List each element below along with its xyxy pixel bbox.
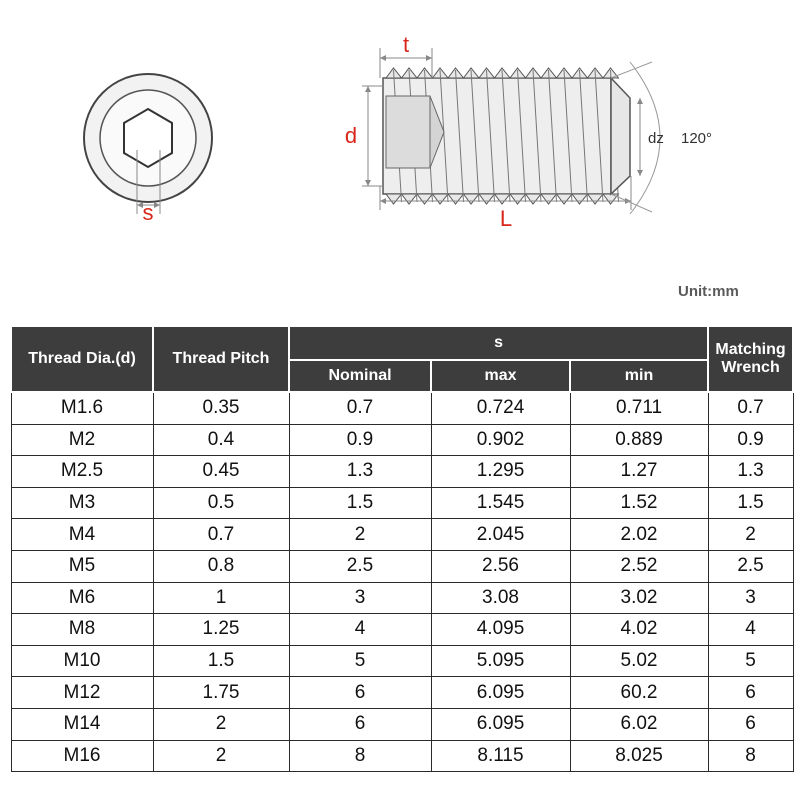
- cell-thread-dia: M6: [11, 582, 153, 614]
- header-matching-wrench: Matching Wrench: [708, 326, 793, 392]
- cell-min: 8.025: [570, 740, 708, 772]
- label-s: s: [142, 200, 154, 225]
- cell-min: 2.02: [570, 519, 708, 551]
- cell-max: 3.08: [431, 582, 570, 614]
- cell-wrench: 0.7: [708, 392, 793, 424]
- thread-crests-bottom: [386, 194, 619, 204]
- cell-thread-pitch: 0.5: [153, 487, 289, 519]
- screw-end-view: [84, 74, 212, 214]
- cell-nominal: 1.3: [289, 456, 431, 488]
- header-thread-dia: Thread Dia.(d): [11, 326, 153, 392]
- cell-max: 6.095: [431, 677, 570, 709]
- cell-thread-pitch: 0.7: [153, 519, 289, 551]
- table-row: [11, 740, 793, 772]
- cell-thread-dia: M2.5: [11, 456, 153, 488]
- table-row: [11, 519, 793, 551]
- table-row: [11, 677, 793, 709]
- cell-min: 1.27: [570, 456, 708, 488]
- hex-socket-icon: [124, 109, 172, 167]
- table-row: [11, 645, 793, 677]
- header-s-group: s: [289, 326, 708, 360]
- cell-thread-pitch: 1.75: [153, 677, 289, 709]
- cell-wrench: 4: [708, 614, 793, 646]
- screw-side-view: [362, 48, 660, 214]
- cell-wrench: 6: [708, 708, 793, 740]
- cell-thread-dia: M10: [11, 645, 153, 677]
- cell-nominal: 3: [289, 582, 431, 614]
- cell-max: 0.724: [431, 392, 570, 424]
- cell-max: 5.095: [431, 645, 570, 677]
- cell-thread-pitch: 0.4: [153, 424, 289, 456]
- cell-wrench: 2.5: [708, 550, 793, 582]
- cell-min: 3.02: [570, 582, 708, 614]
- cell-min: 4.02: [570, 614, 708, 646]
- cell-thread-pitch: 2: [153, 740, 289, 772]
- label-t: t: [402, 32, 410, 57]
- cell-min: 1.52: [570, 487, 708, 519]
- cell-wrench: 6: [708, 677, 793, 709]
- cell-thread-dia: M8: [11, 614, 153, 646]
- cell-thread-dia: M14: [11, 708, 153, 740]
- table-row: [11, 487, 793, 519]
- cell-nominal: 6: [289, 677, 431, 709]
- cell-thread-pitch: 1.5: [153, 645, 289, 677]
- label-dz: dz: [648, 130, 664, 147]
- table-row: [11, 708, 793, 740]
- cell-nominal: 1.5: [289, 487, 431, 519]
- cell-thread-pitch: 1: [153, 582, 289, 614]
- table-row: [11, 392, 793, 424]
- cell-thread-dia: M5: [11, 550, 153, 582]
- cell-min: 6.02: [570, 708, 708, 740]
- cell-wrench: 3: [708, 582, 793, 614]
- label-angle: 120°: [681, 130, 713, 147]
- cell-thread-pitch: 0.35: [153, 392, 289, 424]
- table-row: [11, 550, 793, 582]
- cell-thread-dia: M12: [11, 677, 153, 709]
- cell-wrench: 1.3: [708, 456, 793, 488]
- cell-min: 5.02: [570, 645, 708, 677]
- cell-nominal: 8: [289, 740, 431, 772]
- header-nominal: Nominal: [289, 360, 431, 392]
- cell-nominal: 2.5: [289, 550, 431, 582]
- cell-nominal: 2: [289, 519, 431, 551]
- cell-thread-pitch: 2: [153, 708, 289, 740]
- cell-min: 0.889: [570, 424, 708, 456]
- cell-thread-pitch: 1.25: [153, 614, 289, 646]
- spec-table: [10, 325, 794, 772]
- cell-min: 0.711: [570, 392, 708, 424]
- cell-thread-dia: M3: [11, 487, 153, 519]
- cell-nominal: 0.9: [289, 424, 431, 456]
- cell-thread-pitch: 0.45: [153, 456, 289, 488]
- cell-nominal: 4: [289, 614, 431, 646]
- cell-min: 60.2: [570, 677, 708, 709]
- table-row: [11, 582, 793, 614]
- header-max: max: [431, 360, 570, 392]
- cell-min: 2.52: [570, 550, 708, 582]
- cell-wrench: 5: [708, 645, 793, 677]
- cell-thread-dia: M16: [11, 740, 153, 772]
- cell-max: 4.095: [431, 614, 570, 646]
- table-row: [11, 614, 793, 646]
- cell-max: 2.56: [431, 550, 570, 582]
- label-L: L: [499, 206, 513, 231]
- cell-wrench: 1.5: [708, 487, 793, 519]
- cell-max: 2.045: [431, 519, 570, 551]
- cell-wrench: 2: [708, 519, 793, 551]
- cell-thread-dia: M4: [11, 519, 153, 551]
- table-row: [11, 456, 793, 488]
- header-thread-pitch: Thread Pitch: [153, 326, 289, 392]
- unit-label: Unit:mm: [678, 283, 739, 300]
- cell-max: 6.095: [431, 708, 570, 740]
- cell-max: 8.115: [431, 740, 570, 772]
- cell-nominal: 0.7: [289, 392, 431, 424]
- cell-wrench: 0.9: [708, 424, 793, 456]
- cell-max: 1.295: [431, 456, 570, 488]
- cell-nominal: 5: [289, 645, 431, 677]
- label-d: d: [344, 123, 358, 148]
- set-screw-diagram: [0, 0, 800, 320]
- cell-nominal: 6: [289, 708, 431, 740]
- cell-thread-dia: M1.6: [11, 392, 153, 424]
- cell-thread-dia: M2: [11, 424, 153, 456]
- cell-max: 1.545: [431, 487, 570, 519]
- header-min: min: [570, 360, 708, 392]
- cell-thread-pitch: 0.8: [153, 550, 289, 582]
- cell-max: 0.902: [431, 424, 570, 456]
- table-row: [11, 424, 793, 456]
- cell-wrench: 8: [708, 740, 793, 772]
